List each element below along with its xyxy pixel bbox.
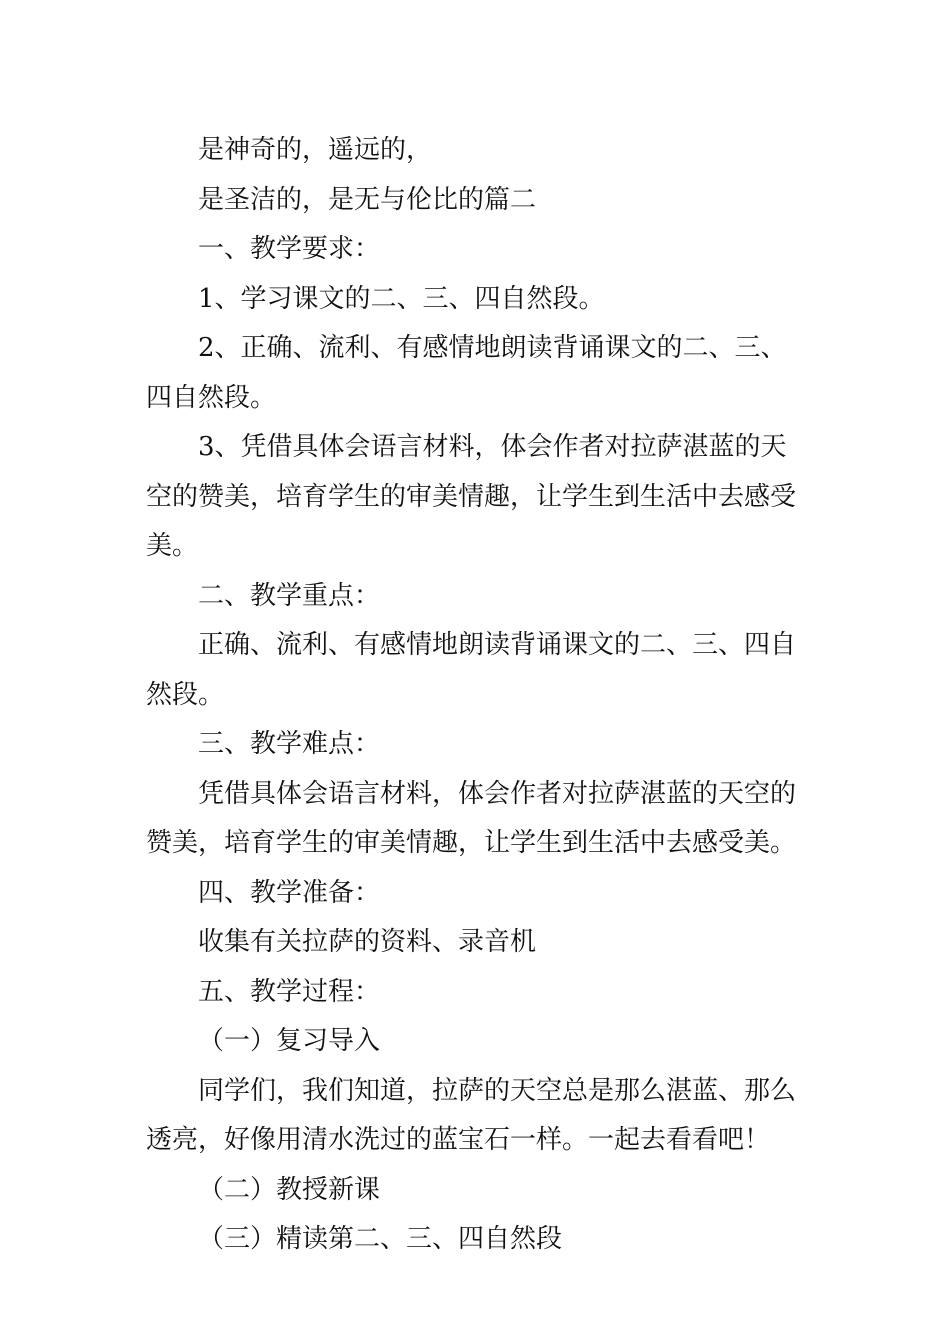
paragraph-2: 是圣洁的，是无与伦比的篇二: [198, 184, 537, 215]
list-item-1: 1、学习课文的二、三、四自然段。: [198, 283, 605, 314]
paragraph-difficulties: 凭借具体会语言材料，体会作者对拉萨湛蓝的天空的赞美，培育学生的审美情趣，让学生到生活中去感受美。: [146, 778, 797, 858]
list-item-3: 3、凭借具体会语言材料，体会作者对拉萨湛蓝的天空的赞美，培育学生的审美情趣，让学生到生活中去感受美。: [146, 432, 797, 561]
section-heading-2: 二、教学重点：: [198, 580, 381, 611]
section-heading-3: 三、教学难点：: [198, 729, 381, 759]
document-body: [146, 126, 806, 1265]
paragraph-1: 是神奇的，遥远的，: [198, 135, 433, 165]
paragraph-preparation: 收集有关拉萨的资料、录音机: [198, 927, 537, 957]
subsection-heading-3: （三）精读第二、三、四自然段: [198, 1224, 563, 1254]
section-heading-5: 五、教学过程：: [198, 976, 381, 1007]
subsection-heading-1: （一）复习导入: [198, 1026, 381, 1056]
paragraph-key-points: 正确、流利、有感情地朗读背诵课文的二、三、四自然段。: [146, 630, 797, 710]
paragraph-intro: 同学们，我们知道，拉萨的天空总是那么湛蓝、那么透亮，好像用清水洗过的蓝宝石一样。一起去看看吧！: [146, 1075, 797, 1155]
list-item-2: 2、正确、流利、有感情地朗读背诵课文的二、三、四自然段。: [146, 333, 787, 413]
section-heading-4: 四、教学准备：: [198, 877, 381, 908]
section-heading-1: 一、教学要求：: [198, 234, 381, 264]
subsection-heading-2: （二）教授新课: [198, 1174, 381, 1205]
